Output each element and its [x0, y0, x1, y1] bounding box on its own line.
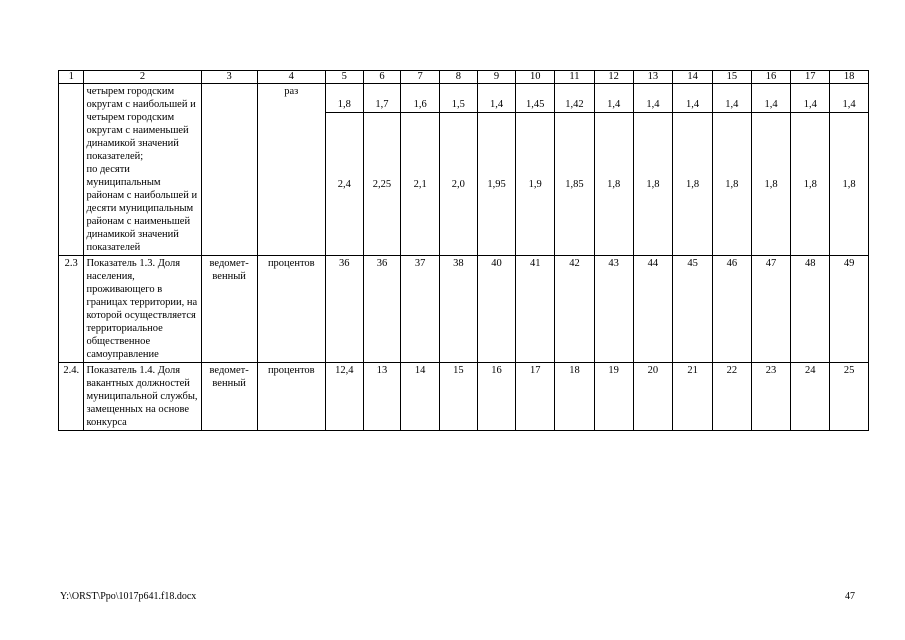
value-cell: 18 — [555, 363, 595, 431]
value-cell: 22 — [712, 363, 751, 431]
table-row — [59, 256, 869, 363]
value-cell: 1,4 — [673, 84, 713, 113]
value-cell: 1,45 — [516, 84, 555, 113]
value-cell: 24 — [791, 363, 830, 431]
value-cell: 14 — [401, 363, 440, 431]
indicator-table — [58, 70, 869, 431]
column-number-cell: 8 — [439, 71, 477, 84]
column-number-cell: 9 — [477, 71, 516, 84]
column-number-cell: 10 — [516, 71, 555, 84]
column-number-cell: 6 — [363, 71, 401, 84]
indicator-description — [84, 84, 201, 256]
value-cell: 47 — [751, 256, 791, 363]
unit-cell: процентов — [257, 363, 325, 431]
value-cell: 1,8 — [712, 113, 751, 256]
value-cell: 1,4 — [477, 84, 516, 113]
row-number-cell — [59, 84, 84, 256]
footer-file-path: Y:\ORST\Ppo\1017p641.f18.docx — [60, 591, 197, 602]
value-cell: 2,1 — [401, 113, 440, 256]
value-cell: 1,4 — [751, 84, 791, 113]
value-cell: 40 — [477, 256, 516, 363]
description-part-a: четырем городским округам с наибольшей и четырем городским округам с наименьшей динамикой значений показателей; — [86, 86, 196, 162]
value-cell: 1,9 — [516, 113, 555, 256]
unit-cell: процентов — [257, 256, 325, 363]
value-cell: 2,4 — [325, 113, 363, 256]
column-number-cell: 15 — [712, 71, 751, 84]
page-number: 47 — [845, 591, 855, 602]
value-cell: 2,25 — [363, 113, 401, 256]
value-cell: 15 — [439, 363, 477, 431]
value-cell: 17 — [516, 363, 555, 431]
value-cell: 25 — [830, 363, 869, 431]
row-number-cell: 2.4. — [59, 363, 84, 431]
column-number-cell: 14 — [673, 71, 713, 84]
value-cell: 1,7 — [363, 84, 401, 113]
value-cell: 1,4 — [712, 84, 751, 113]
column-number-cell: 18 — [830, 71, 869, 84]
indicator-description: Показатель 1.4. Доля вакантных должностей муниципальной службы, замещенных на основе конкурса — [84, 363, 201, 431]
column-number-cell: 4 — [257, 71, 325, 84]
column-number-cell: 13 — [633, 71, 673, 84]
description-part-b: по десяти муниципальным районам с наибольшей и десяти муниципальным районам с наименьшей динамикой значений показателей — [86, 164, 198, 253]
unit-cell: раз — [257, 84, 325, 256]
data-source-cell: ведомет-венный — [201, 256, 257, 363]
value-cell: 1,8 — [791, 113, 830, 256]
value-cell: 23 — [751, 363, 791, 431]
value-cell: 1,6 — [401, 84, 440, 113]
value-cell: 12,4 — [325, 363, 363, 431]
value-cell: 1,8 — [751, 113, 791, 256]
value-cell: 1,85 — [555, 113, 595, 256]
column-number-cell: 12 — [594, 71, 633, 84]
value-cell: 1,4 — [633, 84, 673, 113]
column-number-cell: 16 — [751, 71, 791, 84]
value-cell: 48 — [791, 256, 830, 363]
value-cell: 1,95 — [477, 113, 516, 256]
value-cell: 43 — [594, 256, 633, 363]
value-cell: 13 — [363, 363, 401, 431]
value-cell: 1,4 — [594, 84, 633, 113]
value-cell: 36 — [325, 256, 363, 363]
value-cell: 37 — [401, 256, 440, 363]
value-cell: 1,5 — [439, 84, 477, 113]
column-number-cell: 2 — [84, 71, 201, 84]
value-cell: 38 — [439, 256, 477, 363]
column-number-row — [59, 71, 869, 84]
value-cell: 1,4 — [830, 84, 869, 113]
column-number-cell: 1 — [59, 71, 84, 84]
value-cell: 2,0 — [439, 113, 477, 256]
value-cell: 42 — [555, 256, 595, 363]
column-number-cell: 7 — [401, 71, 440, 84]
column-number-cell: 17 — [791, 71, 830, 84]
value-cell: 41 — [516, 256, 555, 363]
value-cell: 20 — [633, 363, 673, 431]
value-cell: 1,8 — [633, 113, 673, 256]
data-source-cell — [201, 84, 257, 256]
value-cell: 45 — [673, 256, 713, 363]
data-source-cell: ведомет-венный — [201, 363, 257, 431]
column-number-cell: 11 — [555, 71, 595, 84]
indicator-description: Показатель 1.3. Доля населения, проживающего в границах территории, на которой осуществляется территориальное общественное самоуправление — [84, 256, 201, 363]
value-cell: 1,4 — [791, 84, 830, 113]
value-cell: 1,42 — [555, 84, 595, 113]
value-cell: 1,8 — [325, 84, 363, 113]
column-number-cell: 5 — [325, 71, 363, 84]
column-number-cell: 3 — [201, 71, 257, 84]
value-cell: 1,8 — [594, 113, 633, 256]
value-cell: 49 — [830, 256, 869, 363]
value-cell: 36 — [363, 256, 401, 363]
table-row — [59, 84, 869, 113]
value-cell: 1,8 — [673, 113, 713, 256]
value-cell: 21 — [673, 363, 713, 431]
value-cell: 46 — [712, 256, 751, 363]
table-row — [59, 363, 869, 431]
row-number-cell: 2.3 — [59, 256, 84, 363]
value-cell: 19 — [594, 363, 633, 431]
value-cell: 1,8 — [830, 113, 869, 256]
value-cell: 44 — [633, 256, 673, 363]
value-cell: 16 — [477, 363, 516, 431]
